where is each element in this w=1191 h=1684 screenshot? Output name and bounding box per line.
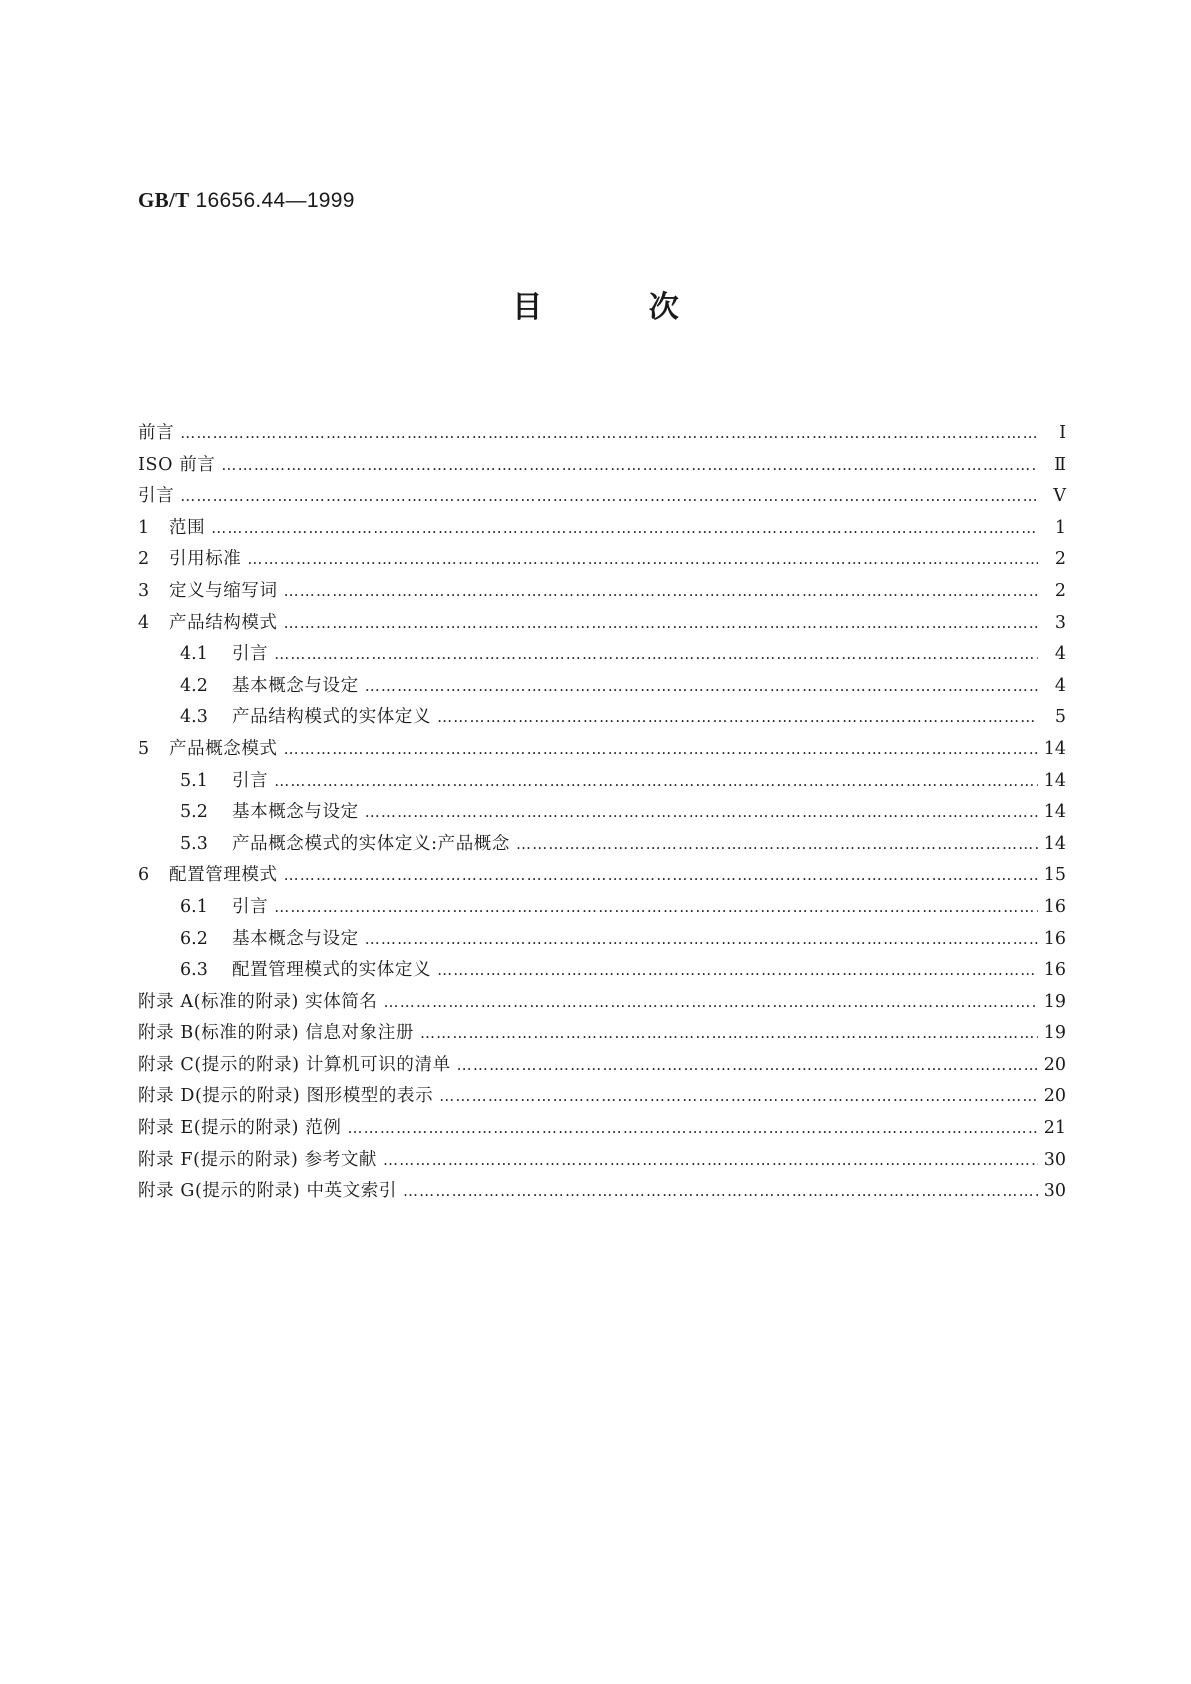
toc-entry[interactable]	[138, 418, 1066, 450]
standard-code: 16656.44—1999	[195, 189, 355, 212]
standard-number	[138, 188, 355, 213]
toc-entry-label: 附录 F(提示的附录) 参考文献	[138, 1149, 378, 1170]
toc-entry[interactable]	[138, 892, 1066, 924]
toc-entry[interactable]	[138, 955, 1066, 987]
toc-dot-leader	[516, 829, 1038, 861]
toc-entry[interactable]	[138, 513, 1066, 545]
toc-entry[interactable]	[138, 576, 1066, 608]
toc-entry-page: 14	[1043, 802, 1066, 823]
toc-entry-number: 2	[138, 549, 150, 570]
toc-entry-page: 2	[1054, 580, 1066, 601]
toc-entry[interactable]	[138, 481, 1066, 513]
toc-dot-leader	[247, 544, 1038, 576]
toc-entry[interactable]	[138, 1145, 1066, 1177]
toc-entry-page: 20	[1043, 1086, 1066, 1107]
toc-dot-leader	[274, 639, 1038, 671]
toc-entry-label: 引言	[232, 770, 269, 791]
toc-entry-number: 5.2	[180, 802, 208, 823]
toc-entry-label: 附录 B(标准的附录) 信息对象注册	[138, 1023, 414, 1044]
toc-entry-page: 16	[1043, 896, 1066, 917]
toc-entry-page: 4	[1054, 644, 1066, 665]
toc-entry[interactable]	[138, 860, 1066, 892]
toc-entry-page: 14	[1043, 738, 1066, 759]
toc-entry-label: 引用标准	[169, 549, 242, 570]
toc-entry-label: 引言	[138, 486, 175, 507]
toc-entry-number: 6.3	[180, 960, 208, 981]
toc-entry-label: 附录 G(提示的附录) 中英文索引	[138, 1181, 397, 1202]
toc-entry[interactable]	[138, 924, 1066, 956]
toc-entry-page: 4	[1054, 675, 1066, 696]
toc-entry-label: 范围	[169, 517, 206, 538]
toc-entry-page: Ⅱ	[1054, 454, 1066, 475]
toc-dot-leader	[347, 1113, 1037, 1145]
toc-entry[interactable]	[138, 766, 1066, 798]
toc-dot-leader	[437, 702, 1038, 734]
toc-entry[interactable]	[138, 1050, 1066, 1082]
toc-entry[interactable]	[138, 702, 1066, 734]
toc-entry-page: 14	[1043, 770, 1066, 791]
toc-dot-leader	[365, 797, 1038, 829]
toc-dot-leader	[403, 1176, 1038, 1208]
toc-entry-page: 5	[1054, 707, 1066, 728]
toc-dot-leader	[180, 418, 1038, 450]
toc-dot-leader	[457, 1050, 1038, 1082]
toc-dot-leader	[221, 450, 1038, 482]
toc-entry-label: 引言	[232, 644, 269, 665]
toc-entry-number: 6.1	[180, 896, 208, 917]
toc-entry[interactable]	[138, 671, 1066, 703]
toc-entry-label: ISO 前言	[138, 454, 216, 475]
toc-entry[interactable]	[138, 608, 1066, 640]
toc-entry-label: 配置管理模式的实体定义	[232, 960, 432, 981]
toc-entry-number: 4.2	[180, 675, 208, 696]
toc-entry[interactable]	[138, 1113, 1066, 1145]
toc-entry-label: 引言	[232, 896, 269, 917]
toc-entry-page: 15	[1043, 865, 1066, 886]
toc-entry-page: 14	[1043, 833, 1066, 854]
toc-entry-number: 4.1	[180, 644, 208, 665]
toc-entry[interactable]	[138, 450, 1066, 482]
toc-dot-leader	[284, 860, 1038, 892]
toc-entry[interactable]	[138, 1018, 1066, 1050]
toc-dot-leader	[439, 1081, 1038, 1113]
toc-entry-label: 产品结构模式的实体定义	[232, 707, 432, 728]
toc-entry[interactable]	[138, 987, 1066, 1019]
toc-entry[interactable]	[138, 1176, 1066, 1208]
toc-entry-number: 4	[138, 612, 150, 633]
toc-dot-leader	[384, 987, 1038, 1019]
toc-dot-leader	[284, 734, 1038, 766]
toc-entry-page: 16	[1043, 928, 1066, 949]
toc-entry-label: 附录 C(提示的附录) 计算机可识的清单	[138, 1054, 451, 1075]
toc-entry-page: 30	[1043, 1149, 1066, 1170]
table-of-contents	[138, 418, 1066, 1208]
toc-entry-label: 基本概念与设定	[232, 928, 359, 949]
toc-dot-leader	[274, 766, 1038, 798]
toc-dot-leader	[420, 1018, 1038, 1050]
toc-entry-label: 产品概念模式的实体定义:产品概念	[232, 833, 510, 854]
toc-entry-number: 1	[138, 517, 150, 538]
toc-entry[interactable]	[138, 639, 1066, 671]
toc-entry-label: 基本概念与设定	[232, 675, 359, 696]
toc-entry-label: 附录 A(标准的附录) 实体简名	[138, 991, 378, 1012]
toc-entry-page: 19	[1043, 991, 1066, 1012]
toc-dot-leader	[365, 671, 1038, 703]
toc-entry-page: 20	[1043, 1054, 1066, 1075]
toc-entry-number: 5	[138, 738, 150, 759]
toc-entry[interactable]	[138, 1081, 1066, 1113]
toc-dot-leader	[383, 1145, 1038, 1177]
toc-dot-leader	[274, 892, 1038, 924]
standard-prefix: GB/T	[138, 188, 190, 212]
toc-entry-number: 6	[138, 865, 150, 886]
toc-entry-number: 6.2	[180, 928, 208, 949]
toc-entry-page: Ⅴ	[1053, 486, 1066, 507]
toc-entry-number: 4.3	[180, 707, 208, 728]
toc-entry-label: 基本概念与设定	[232, 802, 359, 823]
toc-entry-page: 3	[1054, 612, 1066, 633]
toc-entry-label: 产品概念模式	[169, 738, 278, 759]
toc-entry-page: 16	[1043, 960, 1066, 981]
toc-entry-page: 21	[1043, 1118, 1066, 1139]
toc-dot-leader	[284, 608, 1038, 640]
toc-entry-page: 19	[1043, 1023, 1066, 1044]
toc-dot-leader	[180, 481, 1038, 513]
toc-entry-label: 附录 E(提示的附录) 范例	[138, 1118, 342, 1139]
toc-entry[interactable]	[138, 544, 1066, 576]
toc-entry-label: 定义与缩写词	[169, 580, 278, 601]
toc-entry-label: 附录 D(提示的附录) 图形模型的表示	[138, 1086, 434, 1107]
page-title: 目 次	[512, 290, 679, 325]
toc-entry-number: 3	[138, 580, 150, 601]
toc-dot-leader	[211, 513, 1038, 545]
toc-dot-leader	[437, 955, 1038, 987]
toc-entry-page: Ⅰ	[1059, 423, 1066, 443]
toc-entry[interactable]	[138, 829, 1066, 861]
toc-entry-number: 5.1	[180, 770, 208, 791]
toc-entry-label: 前言	[138, 423, 175, 443]
toc-entry-number: 5.3	[180, 833, 208, 854]
toc-entry-label: 配置管理模式	[169, 865, 278, 886]
toc-entry[interactable]	[138, 797, 1066, 829]
toc-dot-leader	[284, 576, 1038, 608]
toc-entry-page: 1	[1054, 517, 1066, 538]
toc-entry[interactable]	[138, 734, 1066, 766]
toc-entry-page: 2	[1054, 549, 1066, 570]
toc-dot-leader	[365, 924, 1038, 956]
toc-entry-page: 30	[1043, 1181, 1066, 1202]
toc-entry-label: 产品结构模式	[169, 612, 278, 633]
